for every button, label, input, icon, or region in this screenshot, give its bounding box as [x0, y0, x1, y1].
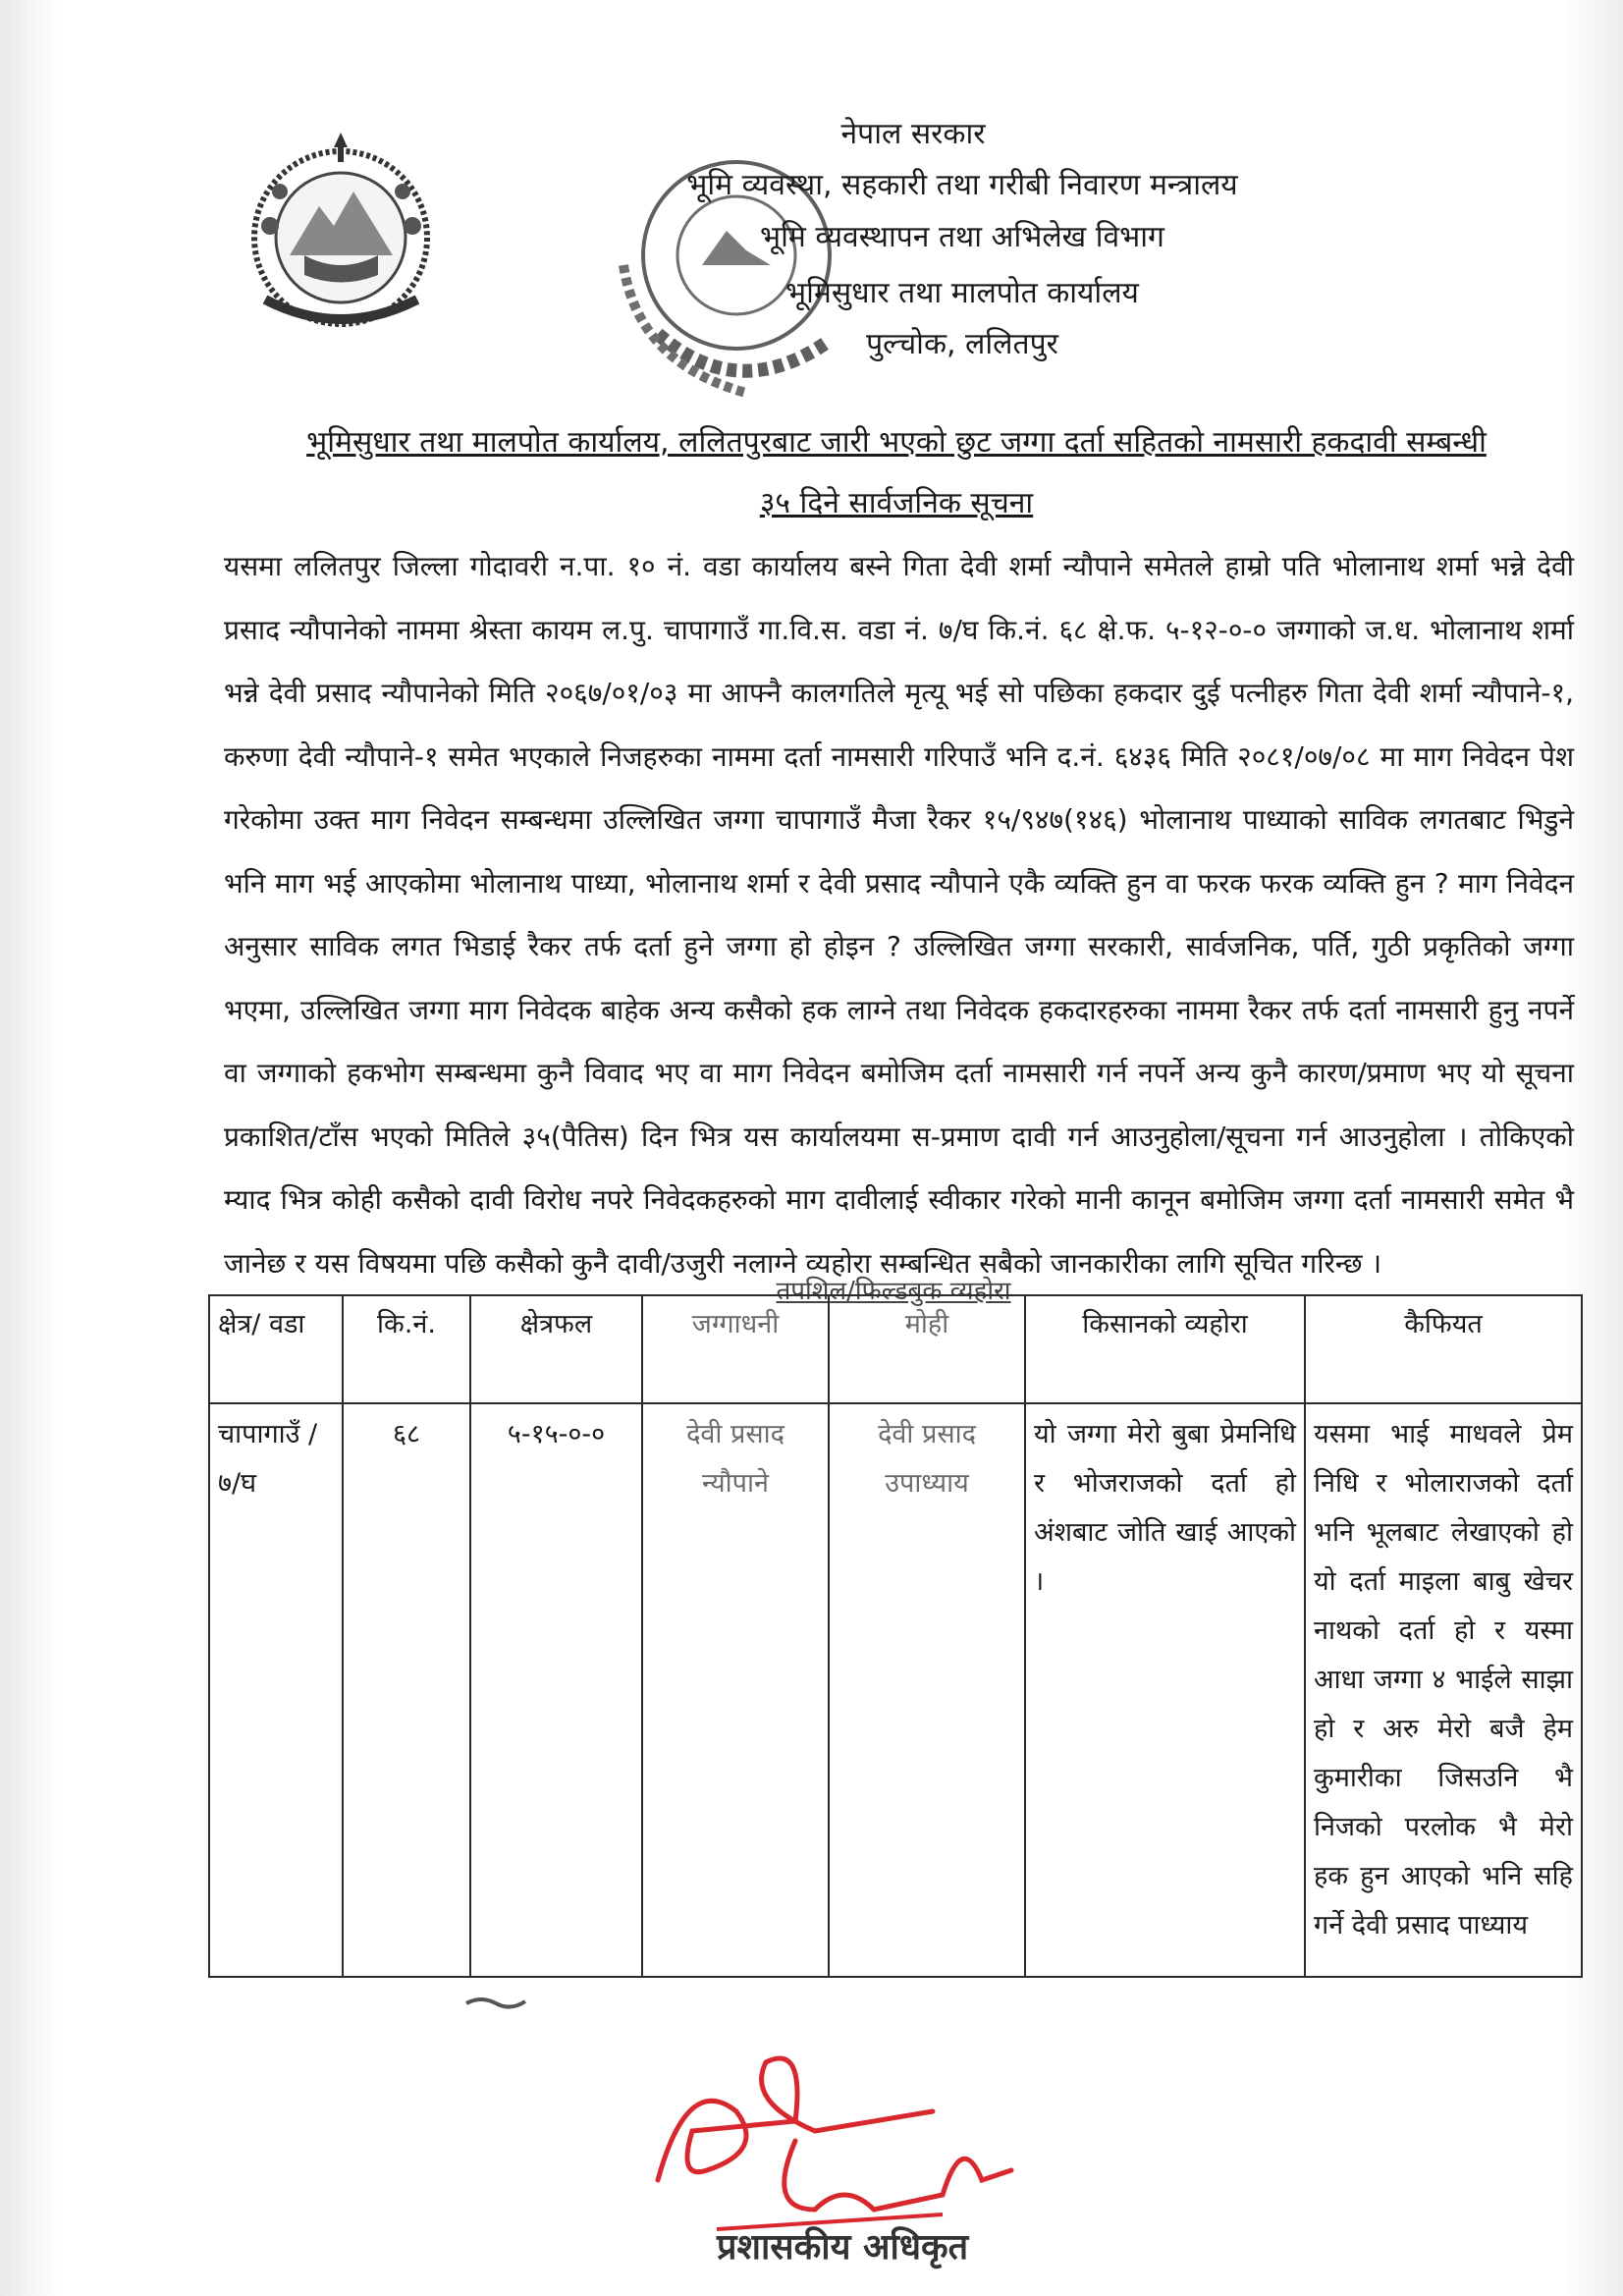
table-caption: तपशिल/फिल्डबुक व्यहोरा — [776, 1277, 1011, 1306]
cell-area: ५-१५-०-० — [470, 1403, 642, 1977]
notice-body: यसमा ललितपुर जिल्ला गोदावरी न.पा. १० नं. वडा कार्यालय बस्ने गिता देवी शर्मा न्यौपाने समेतले हाम्रो पति भोलानाथ शर्मा भन्ने देवी प्रसाद न्यौपानेको नाममा श्रेस्ता कायम ल.पु. चापागाउँ गा.वि.स. वडा नं. ७/घ कि.नं. ६८ क्षे.फ. ५-१२-०-० जग्गाको ज.ध. भोलानाथ शर्मा भन्ने देवी प्रसाद न्यौपानेको मिति २०६७/०१/०३ मा आफ्नै कालगतिले मृत्यू भई सो पछिका हकदार दुई पत्नीहरु गिता देवी शर्मा न्यौपाने-१, करुणा देवी न्यौपाने-१ समेत भएकाले निजहरुका नाममा दर्ता नामसारी गरिपाउँ भनि द.नं. ६४३६ मिति २०८१/०७/०८ मा माग निवेदन पेश गरेकोमा उक्त माग निवेदन सम्बन्धमा उल्लिखित जग्गा चापागाउँ मैजा रैकर १५/९४७(१४६) भोलानाथ पाध्याको साविक लगतबाट भिडुने भनि माग भई आएकोमा भोलानाथ पाध्या, भोलानाथ शर्मा र देवी प्रसाद न्यौपाने एकै व्यक्ति हुन वा फरक फरक व्यक्ति हुन ? माग निवेदन अनुसार साविक लगत भिडाई रैकर तर्फ दर्ता हुने जग्गा हो होइन ? उल्लिखित जग्गा सरकारी, सार्वजनिक, पर्ति, गुठी प्रकृतिको जग्गा भएमा, उल्लिखित जग्गा माग निवेदक बाहेक अन्य कसैको हक लाग्ने तथा निवेदक हकदारहरुका नाममा रैकर तर्फ दर्ता नामसारी हुनु नपर्ने वा जग्गाको हकभोग सम्बन्धमा कुनै विवाद भए वा माग निवेदन बमोजिम दर्ता नामसारी गर्न नपर्ने अन्य कुनै कारण/प्रमाण भए यो सूचना प्रकाशित/टाँस भएको मितिले ३५(पैतिस) दिन भित्र यस कार्यालयमा स-प्रमाण दावी गर्न आउनुहोला/सूचना गर्न आउनुहोला । तोकिएको म्याद भित्र कोही कसैको दावी विरोध नपरे निवेदकहरुको माग दावीलाई स्वीकार गरेको मानी कानून बमोजिम जग्गा दर्ता नामसारी समेत भै जानेछ र यस विषयमा पछि कसैको कुनै दावी/उजुरी नलाग्ने व्यहोरा सम्बन्धित सबैको जानकारीका लागि सूचित गरिन्छ । — [224, 550, 1574, 1280]
cell-kitta: ६८ — [343, 1403, 470, 1977]
col-header-owner: जग्गाधनी — [642, 1295, 829, 1403]
cell-area-ward: चापागाउँ /७/घ — [209, 1403, 343, 1977]
col-header-area-ward: क्षेत्र/ वडा — [209, 1295, 343, 1403]
nepal-government-emblem-icon — [236, 128, 447, 339]
cell-tenant: देवी प्रसाद उपाध्याय — [829, 1403, 1025, 1977]
table-header-row — [209, 1295, 1582, 1403]
col-header-farmer-statement: किसानको व्यहोरा — [1025, 1295, 1305, 1403]
cell-owner: देवी प्रसाद न्यौपाने — [642, 1403, 829, 1977]
notice-title-line1: भूमिसुधार तथा मालपोत कार्यालय, ललितपुरबाट जारी भएको छुट जग्गा दर्ता सहितको नामसारी हकदावी सम्बन्धी — [306, 425, 1487, 460]
official-signature — [648, 1984, 1041, 2278]
ink-blot-mark — [461, 1994, 530, 2013]
notice-title — [224, 412, 1569, 534]
col-header-area: क्षेत्रफल — [470, 1295, 642, 1403]
header-government: नेपाल सरकार — [840, 117, 986, 151]
cell-remarks: यसमा भाई माधवले प्रेम निधि र भोलाराजको दर्ता भनि भूलबाट लेखाएको हो यो दर्ता माइला बाबु खेचर नाथको दर्ता हो र यस्मा आधा जग्गा ४ भाईले साझा हो र अरु मेरो बजै हेम कुमारीका जिसउनि भै निजको परलोक भै मेरो हक हुन आएको भनि सहि गर्ने देवी प्रसाद पाध्याय — [1305, 1403, 1582, 1977]
notice-title-line2: ३५ दिने सार्वजनिक सूचना — [759, 486, 1034, 520]
header-department: भूमि व्यवस्थापन तथा अभिलेख विभाग — [760, 220, 1164, 254]
col-header-kitta: कि.नं. — [343, 1295, 470, 1403]
fieldbook-table — [208, 1294, 1583, 1978]
header-office: भूमिसुधार तथा मालपोत कार्यालय — [785, 276, 1139, 310]
header-ministry: भूमि व्यवस्था, सहकारी तथा गरीबी निवारण मन्त्रालय — [686, 168, 1238, 202]
table-row — [209, 1403, 1582, 1977]
cell-farmer-statement: यो जग्गा मेरो बुबा प्रेमनिधि र भोजराजको दर्ता हो अंशबाट जोति खाई आएको । — [1025, 1403, 1305, 1977]
col-header-tenant: मोही — [829, 1295, 1025, 1403]
col-header-remarks: कैफियत — [1305, 1295, 1582, 1403]
signature-designation: प्रशासकीय अधिकृत — [717, 2227, 969, 2268]
header-location: पुल्चोक, ललितपुर — [866, 327, 1058, 361]
